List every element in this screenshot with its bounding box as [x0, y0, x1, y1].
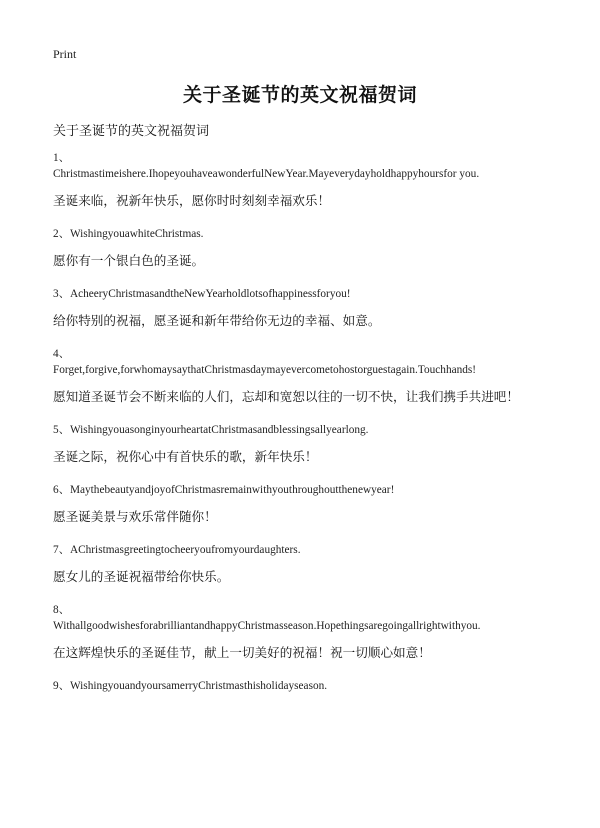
chinese-greeting: 愿知道圣诞节会不断来临的人们，忘却和宽恕以往的一切不快，让我们携手共进吧！: [53, 389, 519, 404]
chinese-greeting: 在这辉煌快乐的圣诞佳节，献上一切美好的祝福！祝一切顺心如意！: [53, 645, 431, 660]
chinese-greeting: 圣诞之际，祝你心中有首快乐的歌，新年快乐！: [53, 449, 318, 464]
list-item: [53, 286, 553, 330]
list-item: [53, 422, 553, 466]
english-greeting: 4、 Forget,forgive,forwhomaysaythatChristmasdaymayevercometohostorguestagain.Touchhands!: [53, 348, 477, 376]
english-greeting: 5、WishingyouasonginyourheartatChristmasandblessingsallyearlong.: [53, 424, 369, 436]
list-item: [53, 678, 553, 694]
print-link[interactable]: Print: [53, 47, 77, 61]
document-subtitle: 关于圣诞节的英文祝福贺词: [53, 124, 210, 139]
chinese-greeting: 圣诞来临，祝新年快乐，愿你时时刻刻幸福欢乐！: [53, 193, 331, 208]
list-item: [53, 542, 553, 586]
list-item: [53, 150, 553, 210]
chinese-greeting: 愿圣诞美景与欢乐常伴随你！: [53, 509, 217, 524]
english-greeting: 6、MaythebeautyandjoyofChristmasremainwithyouthroughoutthenewyear!: [53, 484, 395, 496]
page-title: 关于圣诞节的英文祝福贺词: [182, 84, 417, 106]
greetings-list: [53, 150, 553, 694]
chinese-greeting: 愿你有一个银白色的圣诞。: [53, 253, 205, 268]
list-item: [53, 346, 553, 406]
list-item: [53, 602, 553, 662]
english-greeting: 7、AChristmasgreetingtocheeryoufromyourdaughters.: [53, 544, 301, 556]
english-greeting: 1、 Christmastimeishere.IhopeyouhaveawonderfulNewYear.Mayeverydayholdhappyhoursfor you.: [53, 152, 480, 180]
list-item: [53, 226, 553, 270]
english-greeting: 9、WishingyouandyoursamerryChristmasthisholidayseason.: [53, 680, 328, 692]
chinese-greeting: 愿女儿的圣诞祝福带给你快乐。: [53, 569, 230, 584]
english-greeting: 8、 WithallgoodwishesforabrilliantandhappyChristmasseason.Hopethingsaregoingallrightwithyou.: [53, 604, 481, 632]
list-item: [53, 482, 553, 526]
chinese-greeting: 给你特别的祝福，愿圣诞和新年带给你无边的幸福、如意。: [53, 313, 381, 328]
english-greeting: 3、AcheeryChristmasandtheNewYearholdlotsofhappinessforyou!: [53, 288, 351, 300]
english-greeting: 2、WishingyouawhiteChristmas.: [53, 228, 204, 240]
